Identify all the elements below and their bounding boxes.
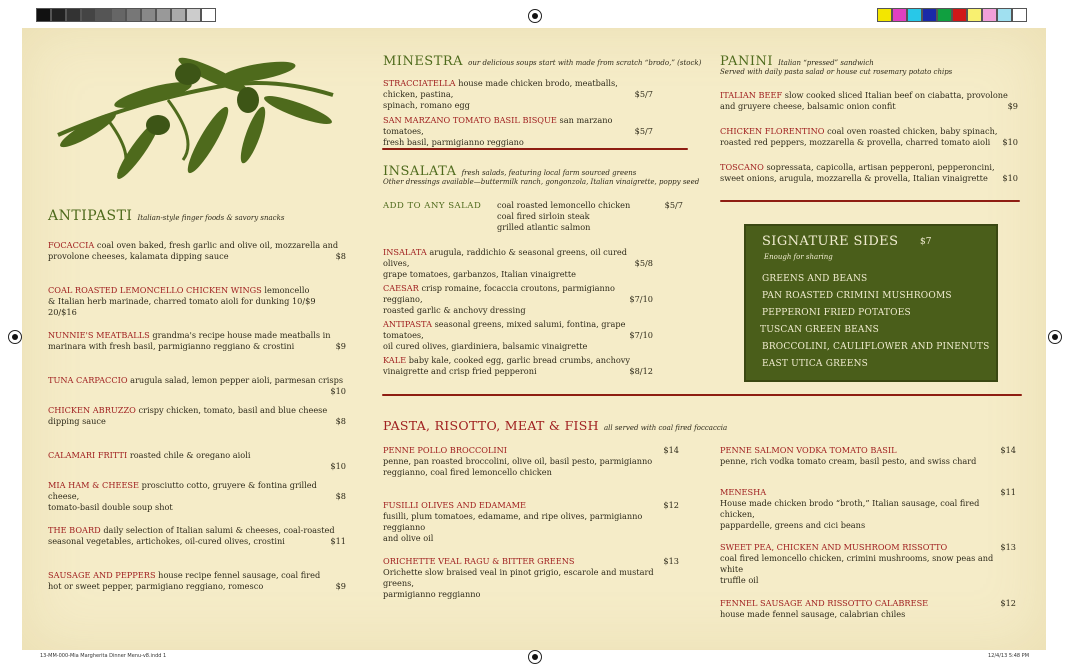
registration-mark-right (1048, 330, 1062, 344)
item-line (48, 570, 346, 581)
item-price: $10 (1002, 137, 1018, 147)
olive-branch-icon (48, 40, 338, 180)
menu-item (383, 445, 679, 478)
antipasti-header (48, 205, 284, 224)
menu-item (720, 90, 1018, 112)
menu-item (383, 115, 653, 148)
item-name: TUNA CARPACCIO (48, 375, 128, 385)
item-desc: house made chicken brodo, meatballs, chicken, pastina, (383, 78, 618, 99)
item-name: CALAMARI FRITTI (48, 450, 128, 460)
item-desc: vinaigrette and crisp fried pepperoni (383, 366, 537, 376)
footer-date: 12/4/13 5:48 PM (988, 653, 1030, 659)
item-line (383, 319, 653, 341)
add-to-salad-options (497, 200, 630, 233)
item-price: $14 (1000, 445, 1016, 455)
insalata-title: INSALATA (383, 164, 457, 179)
insalata-subtitle: fresh salads, featuring local farm sourced greens (461, 169, 637, 177)
add-to-salad (383, 200, 683, 232)
sides-price: $7 (920, 237, 932, 247)
item-name: ITALIAN BEEF (720, 90, 783, 100)
minestra-title: MINESTRA (383, 54, 464, 69)
menu-item (383, 319, 653, 352)
sides-subtitle: Enough for sharing (764, 253, 833, 261)
menu-item (48, 525, 346, 547)
item-desc: coal oven roasted chicken, baby spinach, (824, 126, 998, 136)
divider-panini (720, 200, 1020, 202)
item-desc: crisp romaine, focaccia croutons, parmigianno reggiano, (383, 283, 615, 304)
item-line (48, 375, 346, 386)
color-bar (877, 8, 1027, 22)
item-price: $11 (330, 536, 346, 546)
item-price: $14 (663, 445, 679, 455)
item-line (383, 445, 679, 456)
item-line (383, 247, 653, 269)
item-name: NUNNIE'S MEATBALLS (48, 330, 150, 340)
item-desc: lemoncello (261, 285, 310, 295)
registration-mark-bottom (528, 650, 542, 664)
item-price: $5/7 (634, 126, 653, 136)
item-desc: daily selection of Italian salumi & cheeses, coal-roasted (100, 525, 335, 535)
pasta-header (383, 415, 727, 434)
menu-item (383, 355, 653, 377)
item-desc: House made chicken brodo “broth,” Italian sausage, coal fired chicken, (720, 498, 980, 519)
item-price: $9 (335, 341, 346, 351)
item-desc: dipping sauce (48, 416, 106, 426)
menu-item (48, 285, 346, 318)
registration-mark-left (8, 330, 22, 344)
panini-title: PANINI (720, 54, 773, 69)
item-line (720, 487, 1016, 498)
item-price: $10 (330, 386, 346, 396)
side-item: PEPPERONI FRIED POTATOES (762, 308, 911, 318)
item-price: $10 (330, 461, 346, 471)
item-name: SAUSAGE AND PEPPERS (48, 570, 156, 580)
item-desc: tomato-basil double soup shot (48, 502, 173, 512)
item-desc: seasonal vegetables, artichokes, oil-cured olives, crostini (48, 536, 285, 546)
item-desc: house recipe fennel sausage, coal fired (155, 570, 321, 580)
item-price: $8 (335, 491, 346, 501)
side-item: PAN ROASTED CRIMINI MUSHROOMS (762, 291, 952, 301)
item-line (720, 445, 1016, 456)
item-desc: hot or sweet pepper, parmigiano reggiano, romesco (48, 581, 264, 591)
item-desc: provolone cheeses, kalamata dipping sauce (48, 251, 229, 261)
item-desc: roasted red peppers, mozzarella & provella, charred tomato aioli (720, 137, 991, 147)
item-line (720, 90, 1018, 101)
item-price: $8 (335, 416, 346, 426)
side-item: TUSCAN GREEN BEANS (760, 325, 880, 335)
item-line (383, 355, 653, 366)
item-desc: penne, pan roasted broccolini, olive oil, basil pesto, parmigianno (383, 456, 653, 466)
item-desc: parmigianno reggianno (383, 589, 481, 599)
item-name: KALE (383, 355, 407, 365)
item-price: $8/12 (629, 366, 653, 376)
insalata-dressings: Other dressings available—buttermilk ranch, gongonzola, Italian vinaigrette, poppy seed (383, 178, 700, 186)
item-desc: sopressata, capicolla, artisan pepperoni, pepperoncini, (763, 162, 995, 172)
item-desc: Orichette slow braised veal in pinot grigio, escarole and mustard greens, (383, 567, 654, 588)
item-desc: truffle oil (720, 575, 759, 585)
item-desc: fusilli, plum tomatoes, edamame, and ripe olives, parmigianno reggianno (383, 511, 643, 532)
item-line (383, 500, 679, 511)
menu-item (48, 480, 346, 513)
item-price: $9 (335, 581, 346, 591)
item-price: $12 (663, 500, 679, 510)
menu-item (48, 405, 346, 427)
side-item: EAST UTICA GREENS (762, 359, 869, 369)
pasta-subtitle: all served with coal fired foccaccia (603, 424, 728, 432)
menu-item (383, 247, 653, 280)
item-name: MENESHA (720, 487, 767, 497)
menu-item (383, 500, 679, 544)
item-name: PENNE SALMON VODKA TOMATO BASIL (720, 445, 897, 455)
item-name: STRACCIATELLA (383, 78, 456, 88)
antipasti-subtitle: Italian-style finger foods & savory snacks (137, 214, 285, 222)
antipasti-title: ANTIPASTI (48, 208, 133, 224)
menu-item (720, 487, 1016, 531)
item-desc: slow cooked sliced Italian beef on ciabatta, provolone (782, 90, 1008, 100)
item-name: INSALATA (383, 247, 427, 257)
item-name: PENNE POLLO BROCCOLINI (383, 445, 508, 455)
item-desc: seasonal greens, mixed salumi, fontina, grape tomatoes, (383, 319, 626, 340)
item-line (48, 240, 346, 251)
item-price: $8 (335, 251, 346, 261)
item-desc: san marzano tomatoes, (383, 115, 613, 136)
item-line (383, 556, 679, 567)
item-line (383, 78, 653, 100)
item-name: SWEET PEA, CHICKEN AND MUSHROOM RISSOTTO (720, 542, 948, 552)
menu-item (48, 240, 346, 262)
menu-item (720, 598, 1016, 620)
item-line (48, 330, 346, 341)
item-line (720, 162, 1018, 173)
item-price: $11 (1000, 487, 1016, 497)
add-to-salad-label: ADD TO ANY SALAD (383, 201, 482, 211)
item-line (720, 126, 1018, 137)
panini-header (720, 50, 874, 69)
item-name: FUSILLI OLIVES AND EDAMAME (383, 500, 526, 510)
item-line (48, 450, 346, 461)
item-name: TOSCANO (720, 162, 764, 172)
item-desc: reggianno, coal fired lemoncello chicken (383, 467, 552, 477)
item-name: FENNEL SAUSAGE AND RISSOTTO CALABRESE (720, 598, 929, 608)
minestra-header (383, 50, 701, 69)
item-desc: crispy chicken, tomato, basil and blue cheese (135, 405, 328, 415)
add-to-salad-price: $5/7 (664, 200, 683, 210)
item-name: MIA HAM & CHEESE (48, 480, 140, 490)
item-name: CAESAR (383, 283, 419, 293)
item-desc: coal fired lemoncello chicken, crimini mushrooms, snow peas and white (720, 553, 994, 574)
item-desc: sweet onions, arugula, mozzarella & provella, Italian vinaigrette (720, 173, 988, 183)
add-option: grilled atlantic salmon (497, 222, 591, 232)
grayscale-bar (36, 8, 216, 22)
item-desc: marinara with fresh basil, parmigianno reggiano & crostini (48, 341, 295, 351)
add-option: coal roasted lemoncello chicken (497, 200, 631, 210)
menu-item (383, 556, 679, 600)
divider-pasta (382, 394, 1022, 396)
item-name: FOCACCIA (48, 240, 95, 250)
item-desc: fresh basil, parmigianno reggiano (383, 137, 524, 147)
item-desc: prosciutto cotto, gruyere & fontina grilled cheese, (48, 480, 317, 501)
signature-sides-box (744, 224, 998, 382)
menu-item (48, 375, 346, 396)
panini-subtitle: Italian “pressed” sandwich (778, 59, 874, 67)
registration-mark-top (528, 9, 542, 23)
item-desc: & Italian herb marinade, charred tomato aioli for dunking 10/$9 20/$16 (48, 296, 316, 317)
item-desc: baby kale, cooked egg, garlic bread crumbs, anchovy (406, 355, 631, 365)
item-name: ORICHETTE VEAL RAGU & BITTER GREENS (383, 556, 575, 566)
item-desc: house made fennel sausage, calabrian chiles (720, 609, 906, 619)
item-price: $9 (1007, 101, 1018, 111)
item-price: $5/7 (634, 89, 653, 99)
item-price: $12 (1000, 598, 1016, 608)
item-desc: arugula, raddichio & seasonal greens, oil cured olives, (383, 247, 628, 268)
item-name: CHICKEN FLORENTINO (720, 126, 825, 136)
item-price: $7/10 (629, 294, 653, 304)
item-desc: grandma's recipe house made meatballs in (149, 330, 331, 340)
item-name: ANTIPASTA (383, 319, 432, 329)
panini-sides-note: Served with daily pasta salad or house cut rosemary potato chips (720, 68, 953, 76)
menu-item (383, 283, 653, 316)
item-desc: roasted garlic & anchovy dressing (383, 305, 526, 315)
item-line (720, 598, 1016, 609)
item-price: $5/8 (634, 258, 653, 268)
item-desc: coal oven baked, fresh garlic and olive oil, mozzarella and (94, 240, 339, 250)
item-desc: grape tomatoes, garbanzos, Italian vinaigrette (383, 269, 576, 279)
insalata-header (383, 160, 636, 179)
sides-title: SIGNATURE SIDES (762, 234, 899, 249)
menu-item (720, 542, 1016, 586)
item-desc: arugula salad, lemon pepper aioli, parmesan crisps (127, 375, 344, 385)
menu-item (720, 126, 1018, 148)
divider-minestra (382, 148, 688, 150)
footer-file: 13-MM-000-Mia Margherita Dinner Menu-v8.indd 1 (40, 653, 167, 659)
menu-item (383, 78, 653, 111)
item-desc: oil cured olives, giardiniera, balsamic vinaigrette (383, 341, 588, 351)
item-line (720, 542, 1016, 553)
side-item: GREENS AND BEANS (762, 274, 868, 284)
item-price: $10 (1002, 173, 1018, 183)
item-name: SAN MARZANO TOMATO BASIL BISQUE (383, 115, 557, 125)
menu-item (720, 445, 1016, 467)
menu-item (48, 450, 346, 471)
item-line (48, 480, 346, 502)
item-price: $13 (663, 556, 679, 566)
item-desc: roasted chile & oregano aioli (127, 450, 251, 460)
item-price: $13 (1000, 542, 1016, 552)
item-line (48, 285, 346, 296)
item-line (383, 283, 653, 305)
item-name: CHICKEN ABRUZZO (48, 405, 136, 415)
minestra-subtitle: our delicious soups start with made from scratch “brodo,” (stock) (468, 59, 702, 67)
item-line (48, 405, 346, 416)
menu-item (720, 162, 1018, 184)
item-price: $7/10 (629, 330, 653, 340)
item-line (383, 115, 653, 137)
pasta-title: PASTA, RISOTTO, MEAT & FISH (383, 418, 599, 433)
item-desc: penne, rich vodka tomato cream, basil pesto, and swiss chard (720, 456, 977, 466)
item-desc: pappardelle, greens and cici beans (720, 520, 866, 530)
menu-item (48, 570, 346, 592)
side-item: BROCCOLINI, CAULIFLOWER AND PINENUTS (762, 342, 990, 352)
add-option: coal fired sirloin steak (497, 211, 590, 221)
menu-item (48, 330, 346, 352)
item-desc: and olive oil (383, 533, 434, 543)
item-name: THE BOARD (48, 525, 101, 535)
item-desc: spinach, romano egg (383, 100, 470, 110)
item-desc: and gruyere cheese, balsamic onion confit (720, 101, 896, 111)
item-line (48, 525, 346, 536)
item-name: COAL ROASTED LEMONCELLO CHICKEN WINGS (48, 285, 262, 295)
